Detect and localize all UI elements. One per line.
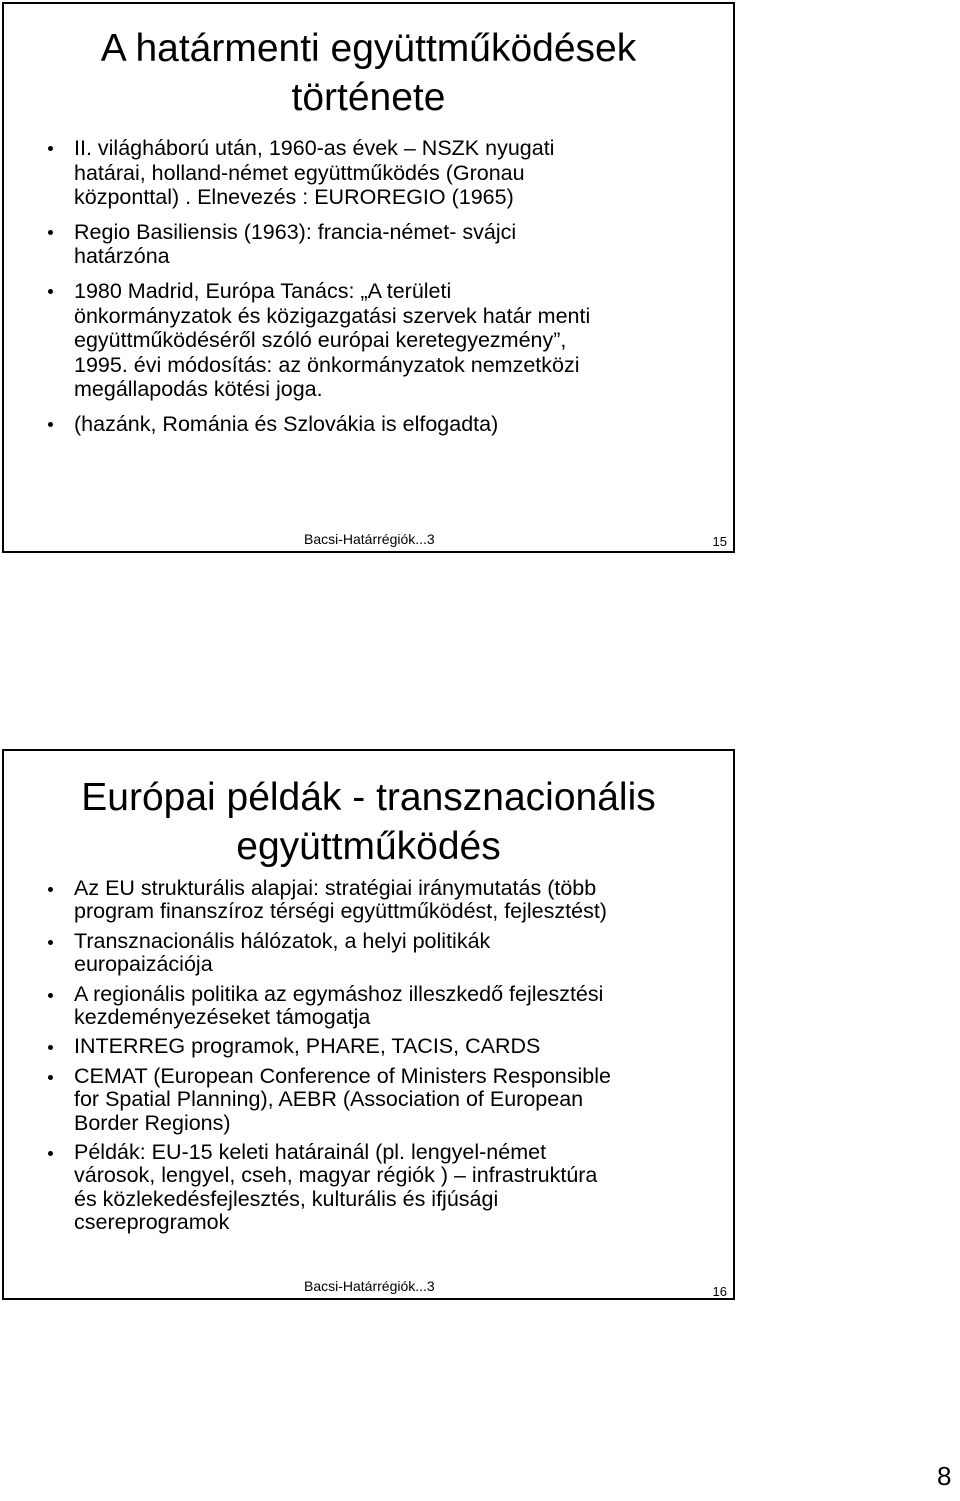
- bullet-text-line: INTERREG programok, PHARE, TACIS, CARDS: [74, 1034, 541, 1059]
- slide-title: [4, 773, 733, 871]
- bullet-text-line: megállapodás kötési joga.: [74, 377, 323, 402]
- slide-title: [4, 24, 733, 122]
- bullet-text-line: csereprogramok: [74, 1210, 230, 1235]
- bullet-item: [74, 136, 724, 210]
- bullet-text-line: A regionális politika az egymáshoz illeszkedő fejlesztési: [74, 981, 604, 1006]
- bullet-list: [74, 877, 724, 1241]
- bullet-text-line: Transznacionális hálózatok, a helyi politikák: [74, 928, 491, 953]
- bullet-text-line: europaizációja: [74, 952, 213, 977]
- slide-16: [2, 749, 735, 1300]
- bullet-text-line: határzóna: [74, 244, 170, 269]
- title-line: együttműködés: [236, 825, 501, 868]
- bullet-text-line: együttműködéséről szóló európai keretegyezmény”,: [74, 328, 567, 353]
- bullet-item: [74, 1035, 724, 1058]
- slide-footer: Bacsi-Határrégiók...3: [304, 1278, 435, 1294]
- title-line: története: [291, 76, 446, 119]
- slide-footer: Bacsi-Határrégiók...3: [304, 531, 435, 547]
- title-line: A határmenti együttműködések: [100, 27, 637, 70]
- bullet-dot-icon: [48, 940, 53, 945]
- bullet-text-line: II. világháború után, 1960-as évek – NSZK nyugati: [74, 136, 555, 160]
- bullet-list: [74, 136, 724, 447]
- bullet-dot-icon: [48, 230, 53, 235]
- bullet-text-line: Border Regions): [74, 1110, 231, 1135]
- bullet-text-line: kezdeményezéseket támogatja: [74, 1005, 371, 1030]
- bullet-text-line: önkormányzatok és közigazgatási szervek határ menti: [74, 303, 591, 328]
- bullet-dot-icon: [48, 422, 53, 427]
- page-number: 8: [937, 1461, 952, 1491]
- bullet-text-line: program finanszíroz térségi együttműködést, fejlesztést): [74, 899, 607, 924]
- bullet-text-line: határai, holland-német együttműködés (Gronau: [74, 160, 525, 185]
- bullet-item: [74, 1141, 724, 1235]
- title-line: Európai példák - transznacionális: [81, 776, 656, 819]
- bullet-item: [74, 1065, 724, 1135]
- bullet-text-line: (hazánk, Románia és Szlovákia is elfogadta): [74, 411, 499, 436]
- bullet-text-line: és közlekedésfejlesztés, kulturális és ifjúsági: [74, 1186, 499, 1211]
- bullet-dot-icon: [48, 1151, 53, 1156]
- bullet-item: [74, 220, 724, 269]
- bullet-dot-icon: [48, 993, 53, 998]
- bullet-item: [74, 412, 724, 437]
- slide-number: 16: [712, 1284, 727, 1299]
- bullet-text-line: for Spatial Planning), AEBR (Association of European: [74, 1087, 584, 1112]
- bullet-text-line: Példák: EU-15 keleti határainál (pl. lengyel-német: [74, 1140, 547, 1165]
- bullet-item: [74, 279, 724, 402]
- bullet-dot-icon: [48, 146, 53, 151]
- slide-15: [2, 2, 735, 553]
- bullet-dot-icon: [48, 1045, 53, 1050]
- bullet-item: [74, 930, 724, 977]
- bullet-text-line: Regio Basiliensis (1963): francia-német- svájci: [74, 219, 517, 244]
- bullet-text-line: CEMAT (European Conference of Ministers Responsible: [74, 1063, 611, 1088]
- bullet-text-line: városok, lengyel, cseh, magyar régiók ) – infrastruktúra: [74, 1163, 598, 1188]
- bullet-item: [74, 983, 724, 1030]
- bullet-dot-icon: [48, 289, 53, 294]
- bullet-dot-icon: [48, 1075, 53, 1080]
- bullet-dot-icon: [48, 887, 53, 892]
- bullet-text-line: központtal) . Elnevezés : EUROREGIO (1965): [74, 185, 514, 210]
- bullet-text-line: 1995. évi módosítás: az önkormányzatok nemzetközi: [74, 352, 580, 377]
- bullet-text-line: 1980 Madrid, Európa Tanács: „A területi: [74, 278, 452, 303]
- bullet-item: [74, 877, 724, 924]
- bullet-text-line: Az EU strukturális alapjai: stratégiai iránymutatás (több: [74, 876, 597, 900]
- slide-number: 15: [712, 534, 727, 549]
